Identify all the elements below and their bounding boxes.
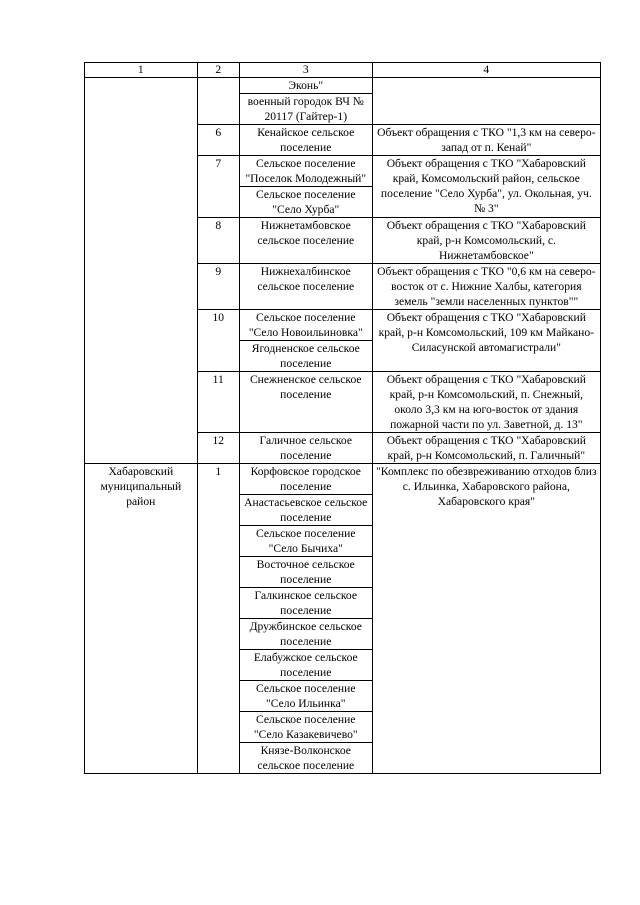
district-cell-empty — [85, 372, 198, 433]
row-number: 8 — [197, 218, 239, 264]
row-number: 10 — [197, 310, 239, 372]
row-number: 12 — [197, 433, 239, 464]
row-number: 6 — [197, 125, 239, 156]
row-number: 7 — [197, 156, 239, 218]
table-row — [85, 464, 601, 495]
table-row — [85, 125, 601, 156]
settlement-cell: Эконь" — [239, 78, 372, 94]
settlement-cell: Восточное сельское поселение — [239, 557, 372, 588]
row-number: 1 — [197, 464, 239, 774]
number-cell-empty — [197, 78, 239, 125]
settlement-cell: Сельское поселение "Село Бычиха" — [239, 526, 372, 557]
settlement-cell: Кенайское сельское поселение — [239, 125, 372, 156]
settlement-cell: Снежненское сельское поселение — [239, 372, 372, 433]
object-cell: Объект обращения с ТКО "Хабаровский край, р-н Комсомольский, п. Снежный, около 3,3 км на юго-восток от здания пожарной части по ул. Заветной, д. 13" — [372, 372, 600, 433]
settlement-cell: Анастасьевское сельское поселение — [239, 495, 372, 526]
row-number: 9 — [197, 264, 239, 310]
table-row — [85, 310, 601, 341]
table-row — [85, 156, 601, 187]
table-row — [85, 372, 601, 433]
object-cell-empty — [372, 78, 600, 125]
settlement-cell: Сельское поселение "Поселок Молодежный" — [239, 156, 372, 187]
district-cell-empty — [85, 310, 198, 372]
settlement-cell: Нижнетамбовское сельское поселение — [239, 218, 372, 264]
settlement-cell: Галкинское сельское поселение — [239, 588, 372, 619]
settlement-cell: Галичное сельское поселение — [239, 433, 372, 464]
header-row — [85, 63, 601, 78]
settlement-cell: военный городок ВЧ № 20117 (Гайтер-1) — [239, 94, 372, 125]
settlement-cell: Сельское поселение "Село Хурба" — [239, 187, 372, 218]
table-row — [85, 218, 601, 264]
table-row — [85, 433, 601, 464]
settlement-cell: Сельское поселение "Село Казакевичево" — [239, 712, 372, 743]
district-cell-empty — [85, 78, 198, 125]
object-cell: Объект обращения с ТКО "0,6 км на северо-восток от с. Нижние Халбы, категория земель "земли населенных пунктов"" — [372, 264, 600, 310]
settlement-cell: Князе-Волконское сельское поселение — [239, 743, 372, 774]
settlement-cell: Дружбинское сельское поселение — [239, 619, 372, 650]
district-cell-empty — [85, 156, 198, 218]
district-cell-empty — [85, 125, 198, 156]
settlement-cell: Корфовское городское поселение — [239, 464, 372, 495]
table-row — [85, 264, 601, 310]
header-col-2: 2 — [197, 63, 239, 78]
object-cell: Объект обращения с ТКО "Хабаровский край, р-н Комсомольский, п. Галичный" — [372, 433, 600, 464]
settlement-cell: Сельское поселение "Село Ильинка" — [239, 681, 372, 712]
settlement-cell: Ягодненское сельское поселение — [239, 341, 372, 372]
header-col-4: 4 — [372, 63, 600, 78]
object-cell: Объект обращения с ТКО "Хабаровский край, Комсомольский район, сельское поселение "Село Хурба", ул. Окольная, уч. № 3" — [372, 156, 600, 218]
district-cell-empty — [85, 433, 198, 464]
settlement-cell: Сельское поселение "Село Новоильиновка" — [239, 310, 372, 341]
object-cell: Объект обращения с ТКО "Хабаровский край, р-н Комсомольский, 109 км Майкано-Силасунской автомагистрали" — [372, 310, 600, 372]
header-col-3: 3 — [239, 63, 372, 78]
settlement-cell: Елабужское сельское поселение — [239, 650, 372, 681]
waste-objects-table — [84, 62, 601, 774]
table-row — [85, 78, 601, 94]
object-cell: "Комплекс по обезвреживанию отходов близ с. Ильинка, Хабаровского района, Хабаровского края" — [372, 464, 600, 774]
object-cell: Объект обращения с ТКО "Хабаровский край, р-н Комсомольский, с. Нижнетамбовское" — [372, 218, 600, 264]
district-cell-empty — [85, 264, 198, 310]
district-cell: Хабаровский муниципальный район — [85, 464, 198, 774]
settlement-cell: Нижнехалбинское сельское поселение — [239, 264, 372, 310]
row-number: 11 — [197, 372, 239, 433]
header-col-1: 1 — [85, 63, 198, 78]
object-cell: Объект обращения с ТКО "1,3 км на северо-запад от п. Кенай" — [372, 125, 600, 156]
district-cell-empty — [85, 218, 198, 264]
